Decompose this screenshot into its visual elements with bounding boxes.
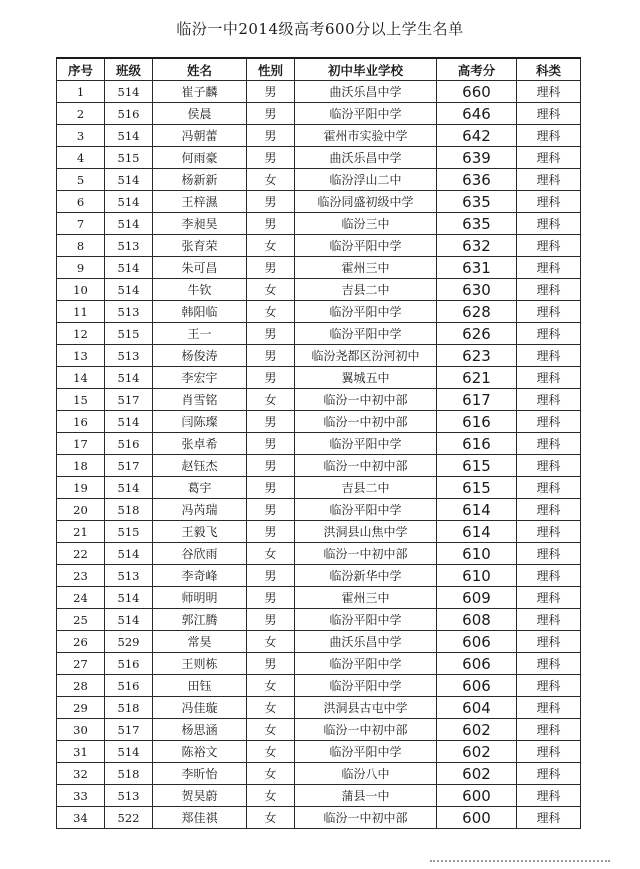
cell-name: 张卓希 bbox=[153, 433, 247, 455]
table-row bbox=[57, 125, 581, 147]
cell-name: 肖雪铭 bbox=[153, 389, 247, 411]
cell-index: 29 bbox=[57, 697, 105, 719]
cell-score: 604 bbox=[437, 697, 517, 719]
cell-index: 11 bbox=[57, 301, 105, 323]
table-row bbox=[57, 169, 581, 191]
cell-name: 王则栋 bbox=[153, 653, 247, 675]
cell-index: 7 bbox=[57, 213, 105, 235]
cell-subject: 理科 bbox=[517, 499, 581, 521]
cell-name: 李昶昊 bbox=[153, 213, 247, 235]
cell-class: 518 bbox=[105, 697, 153, 719]
cell-school: 临汾平阳中学 bbox=[295, 235, 437, 257]
cell-gender: 男 bbox=[247, 565, 295, 587]
cell-subject: 理科 bbox=[517, 653, 581, 675]
cell-subject: 理科 bbox=[517, 741, 581, 763]
cell-gender: 女 bbox=[247, 631, 295, 653]
cell-name: 田钰 bbox=[153, 675, 247, 697]
cell-school: 临汾一中初中部 bbox=[295, 389, 437, 411]
cell-school: 临汾新华中学 bbox=[295, 565, 437, 587]
cell-index: 15 bbox=[57, 389, 105, 411]
cell-name: 葛宇 bbox=[153, 477, 247, 499]
cell-class: 514 bbox=[105, 411, 153, 433]
cell-index: 9 bbox=[57, 257, 105, 279]
cell-name: 何雨豪 bbox=[153, 147, 247, 169]
cell-class: 514 bbox=[105, 125, 153, 147]
header-index: 序号 bbox=[57, 58, 105, 81]
cell-score: 660 bbox=[437, 81, 517, 103]
cell-subject: 理科 bbox=[517, 411, 581, 433]
cell-name: 李宏宇 bbox=[153, 367, 247, 389]
cell-class: 514 bbox=[105, 279, 153, 301]
cell-name: 崔子麟 bbox=[153, 81, 247, 103]
cell-gender: 男 bbox=[247, 587, 295, 609]
cell-school: 洪洞县古屯中学 bbox=[295, 697, 437, 719]
header-class: 班级 bbox=[105, 58, 153, 81]
cell-school: 霍州市实验中学 bbox=[295, 125, 437, 147]
cell-school: 临汾一中初中部 bbox=[295, 455, 437, 477]
cell-class: 515 bbox=[105, 323, 153, 345]
cell-school: 临汾平阳中学 bbox=[295, 653, 437, 675]
cell-class: 514 bbox=[105, 191, 153, 213]
cell-name: 李昕怡 bbox=[153, 763, 247, 785]
header-subject: 科类 bbox=[517, 58, 581, 81]
cell-subject: 理科 bbox=[517, 719, 581, 741]
table-row bbox=[57, 631, 581, 653]
cell-school: 临汾三中 bbox=[295, 213, 437, 235]
table-row bbox=[57, 279, 581, 301]
cell-gender: 男 bbox=[247, 609, 295, 631]
cell-class: 514 bbox=[105, 169, 153, 191]
cell-gender: 男 bbox=[247, 345, 295, 367]
cell-name: 冯芮瑞 bbox=[153, 499, 247, 521]
cell-name: 冯朝蕾 bbox=[153, 125, 247, 147]
cell-score: 642 bbox=[437, 125, 517, 147]
cell-index: 28 bbox=[57, 675, 105, 697]
cell-subject: 理科 bbox=[517, 213, 581, 235]
cell-school: 洪洞县山焦中学 bbox=[295, 521, 437, 543]
cell-subject: 理科 bbox=[517, 323, 581, 345]
cell-subject: 理科 bbox=[517, 169, 581, 191]
table-body bbox=[57, 81, 581, 829]
cell-name: 谷欣雨 bbox=[153, 543, 247, 565]
cell-index: 13 bbox=[57, 345, 105, 367]
cell-subject: 理科 bbox=[517, 301, 581, 323]
cell-gender: 男 bbox=[247, 213, 295, 235]
cell-name: 常昊 bbox=[153, 631, 247, 653]
cell-gender: 男 bbox=[247, 455, 295, 477]
cell-score: 615 bbox=[437, 455, 517, 477]
cell-gender: 女 bbox=[247, 301, 295, 323]
table-row bbox=[57, 807, 581, 829]
cell-score: 600 bbox=[437, 785, 517, 807]
cell-name: 李奇峰 bbox=[153, 565, 247, 587]
cell-class: 514 bbox=[105, 257, 153, 279]
header-gender: 性别 bbox=[247, 58, 295, 81]
cell-school: 翼城五中 bbox=[295, 367, 437, 389]
cell-subject: 理科 bbox=[517, 521, 581, 543]
cell-score: 609 bbox=[437, 587, 517, 609]
cell-subject: 理科 bbox=[517, 81, 581, 103]
cell-gender: 男 bbox=[247, 411, 295, 433]
cell-gender: 男 bbox=[247, 433, 295, 455]
cell-class: 522 bbox=[105, 807, 153, 829]
cell-score: 610 bbox=[437, 543, 517, 565]
cell-score: 631 bbox=[437, 257, 517, 279]
cell-class: 514 bbox=[105, 367, 153, 389]
cell-index: 5 bbox=[57, 169, 105, 191]
cell-gender: 女 bbox=[247, 741, 295, 763]
footer-smudge bbox=[430, 860, 610, 864]
cell-score: 615 bbox=[437, 477, 517, 499]
table-row bbox=[57, 433, 581, 455]
table-row bbox=[57, 235, 581, 257]
table-row bbox=[57, 323, 581, 345]
cell-score: 616 bbox=[437, 411, 517, 433]
cell-subject: 理科 bbox=[517, 609, 581, 631]
cell-index: 26 bbox=[57, 631, 105, 653]
cell-school: 临汾同盛初级中学 bbox=[295, 191, 437, 213]
cell-class: 514 bbox=[105, 543, 153, 565]
table-row bbox=[57, 213, 581, 235]
cell-class: 514 bbox=[105, 81, 153, 103]
cell-subject: 理科 bbox=[517, 543, 581, 565]
table-row bbox=[57, 191, 581, 213]
cell-score: 602 bbox=[437, 763, 517, 785]
cell-gender: 男 bbox=[247, 323, 295, 345]
cell-gender: 男 bbox=[247, 147, 295, 169]
cell-class: 529 bbox=[105, 631, 153, 653]
cell-score: 614 bbox=[437, 499, 517, 521]
cell-school: 临汾平阳中学 bbox=[295, 741, 437, 763]
cell-class: 516 bbox=[105, 103, 153, 125]
cell-class: 514 bbox=[105, 587, 153, 609]
cell-class: 516 bbox=[105, 433, 153, 455]
table-row bbox=[57, 653, 581, 675]
cell-school: 曲沃乐昌中学 bbox=[295, 81, 437, 103]
cell-school: 临汾一中初中部 bbox=[295, 807, 437, 829]
cell-subject: 理科 bbox=[517, 389, 581, 411]
cell-score: 626 bbox=[437, 323, 517, 345]
table-row bbox=[57, 103, 581, 125]
cell-index: 20 bbox=[57, 499, 105, 521]
cell-index: 1 bbox=[57, 81, 105, 103]
cell-subject: 理科 bbox=[517, 433, 581, 455]
cell-name: 杨新新 bbox=[153, 169, 247, 191]
cell-subject: 理科 bbox=[517, 345, 581, 367]
cell-school: 临汾浮山二中 bbox=[295, 169, 437, 191]
cell-subject: 理科 bbox=[517, 697, 581, 719]
table-row bbox=[57, 785, 581, 807]
cell-gender: 男 bbox=[247, 521, 295, 543]
cell-score: 632 bbox=[437, 235, 517, 257]
table-row bbox=[57, 345, 581, 367]
cell-school: 吉县二中 bbox=[295, 477, 437, 499]
cell-subject: 理科 bbox=[517, 257, 581, 279]
header-score: 高考分 bbox=[437, 58, 517, 81]
cell-class: 514 bbox=[105, 477, 153, 499]
cell-subject: 理科 bbox=[517, 455, 581, 477]
cell-school: 临汾八中 bbox=[295, 763, 437, 785]
cell-score: 602 bbox=[437, 719, 517, 741]
cell-class: 513 bbox=[105, 785, 153, 807]
table-row bbox=[57, 301, 581, 323]
cell-class: 514 bbox=[105, 213, 153, 235]
cell-index: 2 bbox=[57, 103, 105, 125]
table-row bbox=[57, 565, 581, 587]
table-row bbox=[57, 81, 581, 103]
table-row bbox=[57, 411, 581, 433]
cell-class: 515 bbox=[105, 147, 153, 169]
cell-index: 24 bbox=[57, 587, 105, 609]
table-row bbox=[57, 587, 581, 609]
cell-score: 617 bbox=[437, 389, 517, 411]
cell-index: 10 bbox=[57, 279, 105, 301]
cell-subject: 理科 bbox=[517, 367, 581, 389]
cell-name: 王一 bbox=[153, 323, 247, 345]
cell-name: 郑佳祺 bbox=[153, 807, 247, 829]
cell-gender: 男 bbox=[247, 499, 295, 521]
cell-gender: 女 bbox=[247, 697, 295, 719]
table-row bbox=[57, 609, 581, 631]
cell-subject: 理科 bbox=[517, 587, 581, 609]
cell-index: 21 bbox=[57, 521, 105, 543]
cell-gender: 男 bbox=[247, 103, 295, 125]
cell-school: 临汾平阳中学 bbox=[295, 499, 437, 521]
cell-index: 34 bbox=[57, 807, 105, 829]
cell-name: 陈裕文 bbox=[153, 741, 247, 763]
cell-school: 临汾平阳中学 bbox=[295, 433, 437, 455]
table-header-row bbox=[57, 58, 581, 81]
cell-index: 30 bbox=[57, 719, 105, 741]
cell-score: 608 bbox=[437, 609, 517, 631]
cell-class: 513 bbox=[105, 565, 153, 587]
header-school: 初中毕业学校 bbox=[295, 58, 437, 81]
cell-index: 17 bbox=[57, 433, 105, 455]
cell-score: 639 bbox=[437, 147, 517, 169]
cell-class: 513 bbox=[105, 301, 153, 323]
cell-class: 516 bbox=[105, 675, 153, 697]
cell-name: 朱可昌 bbox=[153, 257, 247, 279]
cell-gender: 男 bbox=[247, 653, 295, 675]
cell-school: 霍州三中 bbox=[295, 257, 437, 279]
cell-name: 侯晨 bbox=[153, 103, 247, 125]
cell-gender: 女 bbox=[247, 543, 295, 565]
cell-index: 8 bbox=[57, 235, 105, 257]
cell-gender: 男 bbox=[247, 257, 295, 279]
cell-subject: 理科 bbox=[517, 125, 581, 147]
cell-subject: 理科 bbox=[517, 191, 581, 213]
cell-score: 630 bbox=[437, 279, 517, 301]
cell-subject: 理科 bbox=[517, 477, 581, 499]
cell-gender: 女 bbox=[247, 169, 295, 191]
cell-gender: 女 bbox=[247, 279, 295, 301]
cell-score: 606 bbox=[437, 675, 517, 697]
student-roster-table bbox=[56, 57, 581, 829]
cell-subject: 理科 bbox=[517, 785, 581, 807]
cell-index: 25 bbox=[57, 609, 105, 631]
header-name: 姓名 bbox=[153, 58, 247, 81]
table-row bbox=[57, 741, 581, 763]
cell-gender: 男 bbox=[247, 477, 295, 499]
cell-index: 18 bbox=[57, 455, 105, 477]
cell-index: 4 bbox=[57, 147, 105, 169]
cell-class: 514 bbox=[105, 609, 153, 631]
cell-name: 赵钰杰 bbox=[153, 455, 247, 477]
cell-score: 610 bbox=[437, 565, 517, 587]
cell-class: 518 bbox=[105, 763, 153, 785]
cell-name: 张育荣 bbox=[153, 235, 247, 257]
cell-class: 517 bbox=[105, 455, 153, 477]
cell-school: 临汾一中初中部 bbox=[295, 719, 437, 741]
cell-score: 606 bbox=[437, 653, 517, 675]
cell-name: 师明明 bbox=[153, 587, 247, 609]
cell-school: 曲沃乐昌中学 bbox=[295, 631, 437, 653]
cell-score: 621 bbox=[437, 367, 517, 389]
document-title: 临汾一中2014级高考600分以上学生名单 bbox=[176, 20, 464, 38]
cell-name: 杨俊涛 bbox=[153, 345, 247, 367]
cell-school: 曲沃乐昌中学 bbox=[295, 147, 437, 169]
cell-subject: 理科 bbox=[517, 565, 581, 587]
cell-name: 贺昊蔚 bbox=[153, 785, 247, 807]
cell-school: 临汾一中初中部 bbox=[295, 543, 437, 565]
cell-name: 韩阳临 bbox=[153, 301, 247, 323]
cell-name: 杨思涵 bbox=[153, 719, 247, 741]
cell-gender: 女 bbox=[247, 763, 295, 785]
cell-score: 602 bbox=[437, 741, 517, 763]
cell-index: 12 bbox=[57, 323, 105, 345]
cell-class: 513 bbox=[105, 345, 153, 367]
cell-score: 623 bbox=[437, 345, 517, 367]
cell-subject: 理科 bbox=[517, 807, 581, 829]
cell-index: 19 bbox=[57, 477, 105, 499]
cell-subject: 理科 bbox=[517, 631, 581, 653]
cell-subject: 理科 bbox=[517, 763, 581, 785]
cell-name: 王毅飞 bbox=[153, 521, 247, 543]
cell-school: 临汾一中初中部 bbox=[295, 411, 437, 433]
table-row bbox=[57, 257, 581, 279]
cell-score: 616 bbox=[437, 433, 517, 455]
table-row bbox=[57, 697, 581, 719]
cell-gender: 女 bbox=[247, 807, 295, 829]
table-row bbox=[57, 499, 581, 521]
cell-school: 临汾平阳中学 bbox=[295, 675, 437, 697]
cell-index: 23 bbox=[57, 565, 105, 587]
cell-school: 临汾平阳中学 bbox=[295, 609, 437, 631]
cell-index: 31 bbox=[57, 741, 105, 763]
table-row bbox=[57, 675, 581, 697]
cell-class: 517 bbox=[105, 719, 153, 741]
cell-class: 517 bbox=[105, 389, 153, 411]
table-row bbox=[57, 719, 581, 741]
cell-school: 临汾平阳中学 bbox=[295, 323, 437, 345]
cell-index: 14 bbox=[57, 367, 105, 389]
cell-school: 霍州三中 bbox=[295, 587, 437, 609]
cell-school: 蒲县一中 bbox=[295, 785, 437, 807]
table-row bbox=[57, 367, 581, 389]
cell-subject: 理科 bbox=[517, 675, 581, 697]
cell-class: 515 bbox=[105, 521, 153, 543]
table-row bbox=[57, 147, 581, 169]
cell-score: 636 bbox=[437, 169, 517, 191]
cell-class: 518 bbox=[105, 499, 153, 521]
cell-gender: 男 bbox=[247, 367, 295, 389]
cell-index: 27 bbox=[57, 653, 105, 675]
cell-index: 32 bbox=[57, 763, 105, 785]
cell-score: 606 bbox=[437, 631, 517, 653]
cell-name: 牛钦 bbox=[153, 279, 247, 301]
cell-gender: 男 bbox=[247, 125, 295, 147]
cell-index: 16 bbox=[57, 411, 105, 433]
cell-school: 临汾平阳中学 bbox=[295, 301, 437, 323]
cell-class: 514 bbox=[105, 741, 153, 763]
cell-name: 王梓濕 bbox=[153, 191, 247, 213]
cell-subject: 理科 bbox=[517, 103, 581, 125]
cell-gender: 女 bbox=[247, 675, 295, 697]
cell-name: 郭江腾 bbox=[153, 609, 247, 631]
table-row bbox=[57, 763, 581, 785]
cell-index: 22 bbox=[57, 543, 105, 565]
cell-name: 冯佳璇 bbox=[153, 697, 247, 719]
table-row bbox=[57, 455, 581, 477]
cell-name: 闫陈璨 bbox=[153, 411, 247, 433]
cell-class: 513 bbox=[105, 235, 153, 257]
cell-subject: 理科 bbox=[517, 279, 581, 301]
cell-index: 6 bbox=[57, 191, 105, 213]
cell-score: 635 bbox=[437, 191, 517, 213]
cell-school: 临汾平阳中学 bbox=[295, 103, 437, 125]
cell-class: 516 bbox=[105, 653, 153, 675]
cell-gender: 男 bbox=[247, 81, 295, 103]
table-row bbox=[57, 543, 581, 565]
cell-subject: 理科 bbox=[517, 235, 581, 257]
cell-index: 33 bbox=[57, 785, 105, 807]
cell-gender: 女 bbox=[247, 235, 295, 257]
cell-score: 635 bbox=[437, 213, 517, 235]
cell-index: 3 bbox=[57, 125, 105, 147]
cell-gender: 女 bbox=[247, 389, 295, 411]
cell-gender: 女 bbox=[247, 719, 295, 741]
cell-score: 600 bbox=[437, 807, 517, 829]
cell-school: 吉县二中 bbox=[295, 279, 437, 301]
cell-score: 628 bbox=[437, 301, 517, 323]
cell-gender: 男 bbox=[247, 191, 295, 213]
table-row bbox=[57, 477, 581, 499]
table-row bbox=[57, 521, 581, 543]
table-row bbox=[57, 389, 581, 411]
cell-gender: 女 bbox=[247, 785, 295, 807]
cell-school: 临汾尧都区汾河初中 bbox=[295, 345, 437, 367]
cell-score: 646 bbox=[437, 103, 517, 125]
cell-subject: 理科 bbox=[517, 147, 581, 169]
cell-score: 614 bbox=[437, 521, 517, 543]
